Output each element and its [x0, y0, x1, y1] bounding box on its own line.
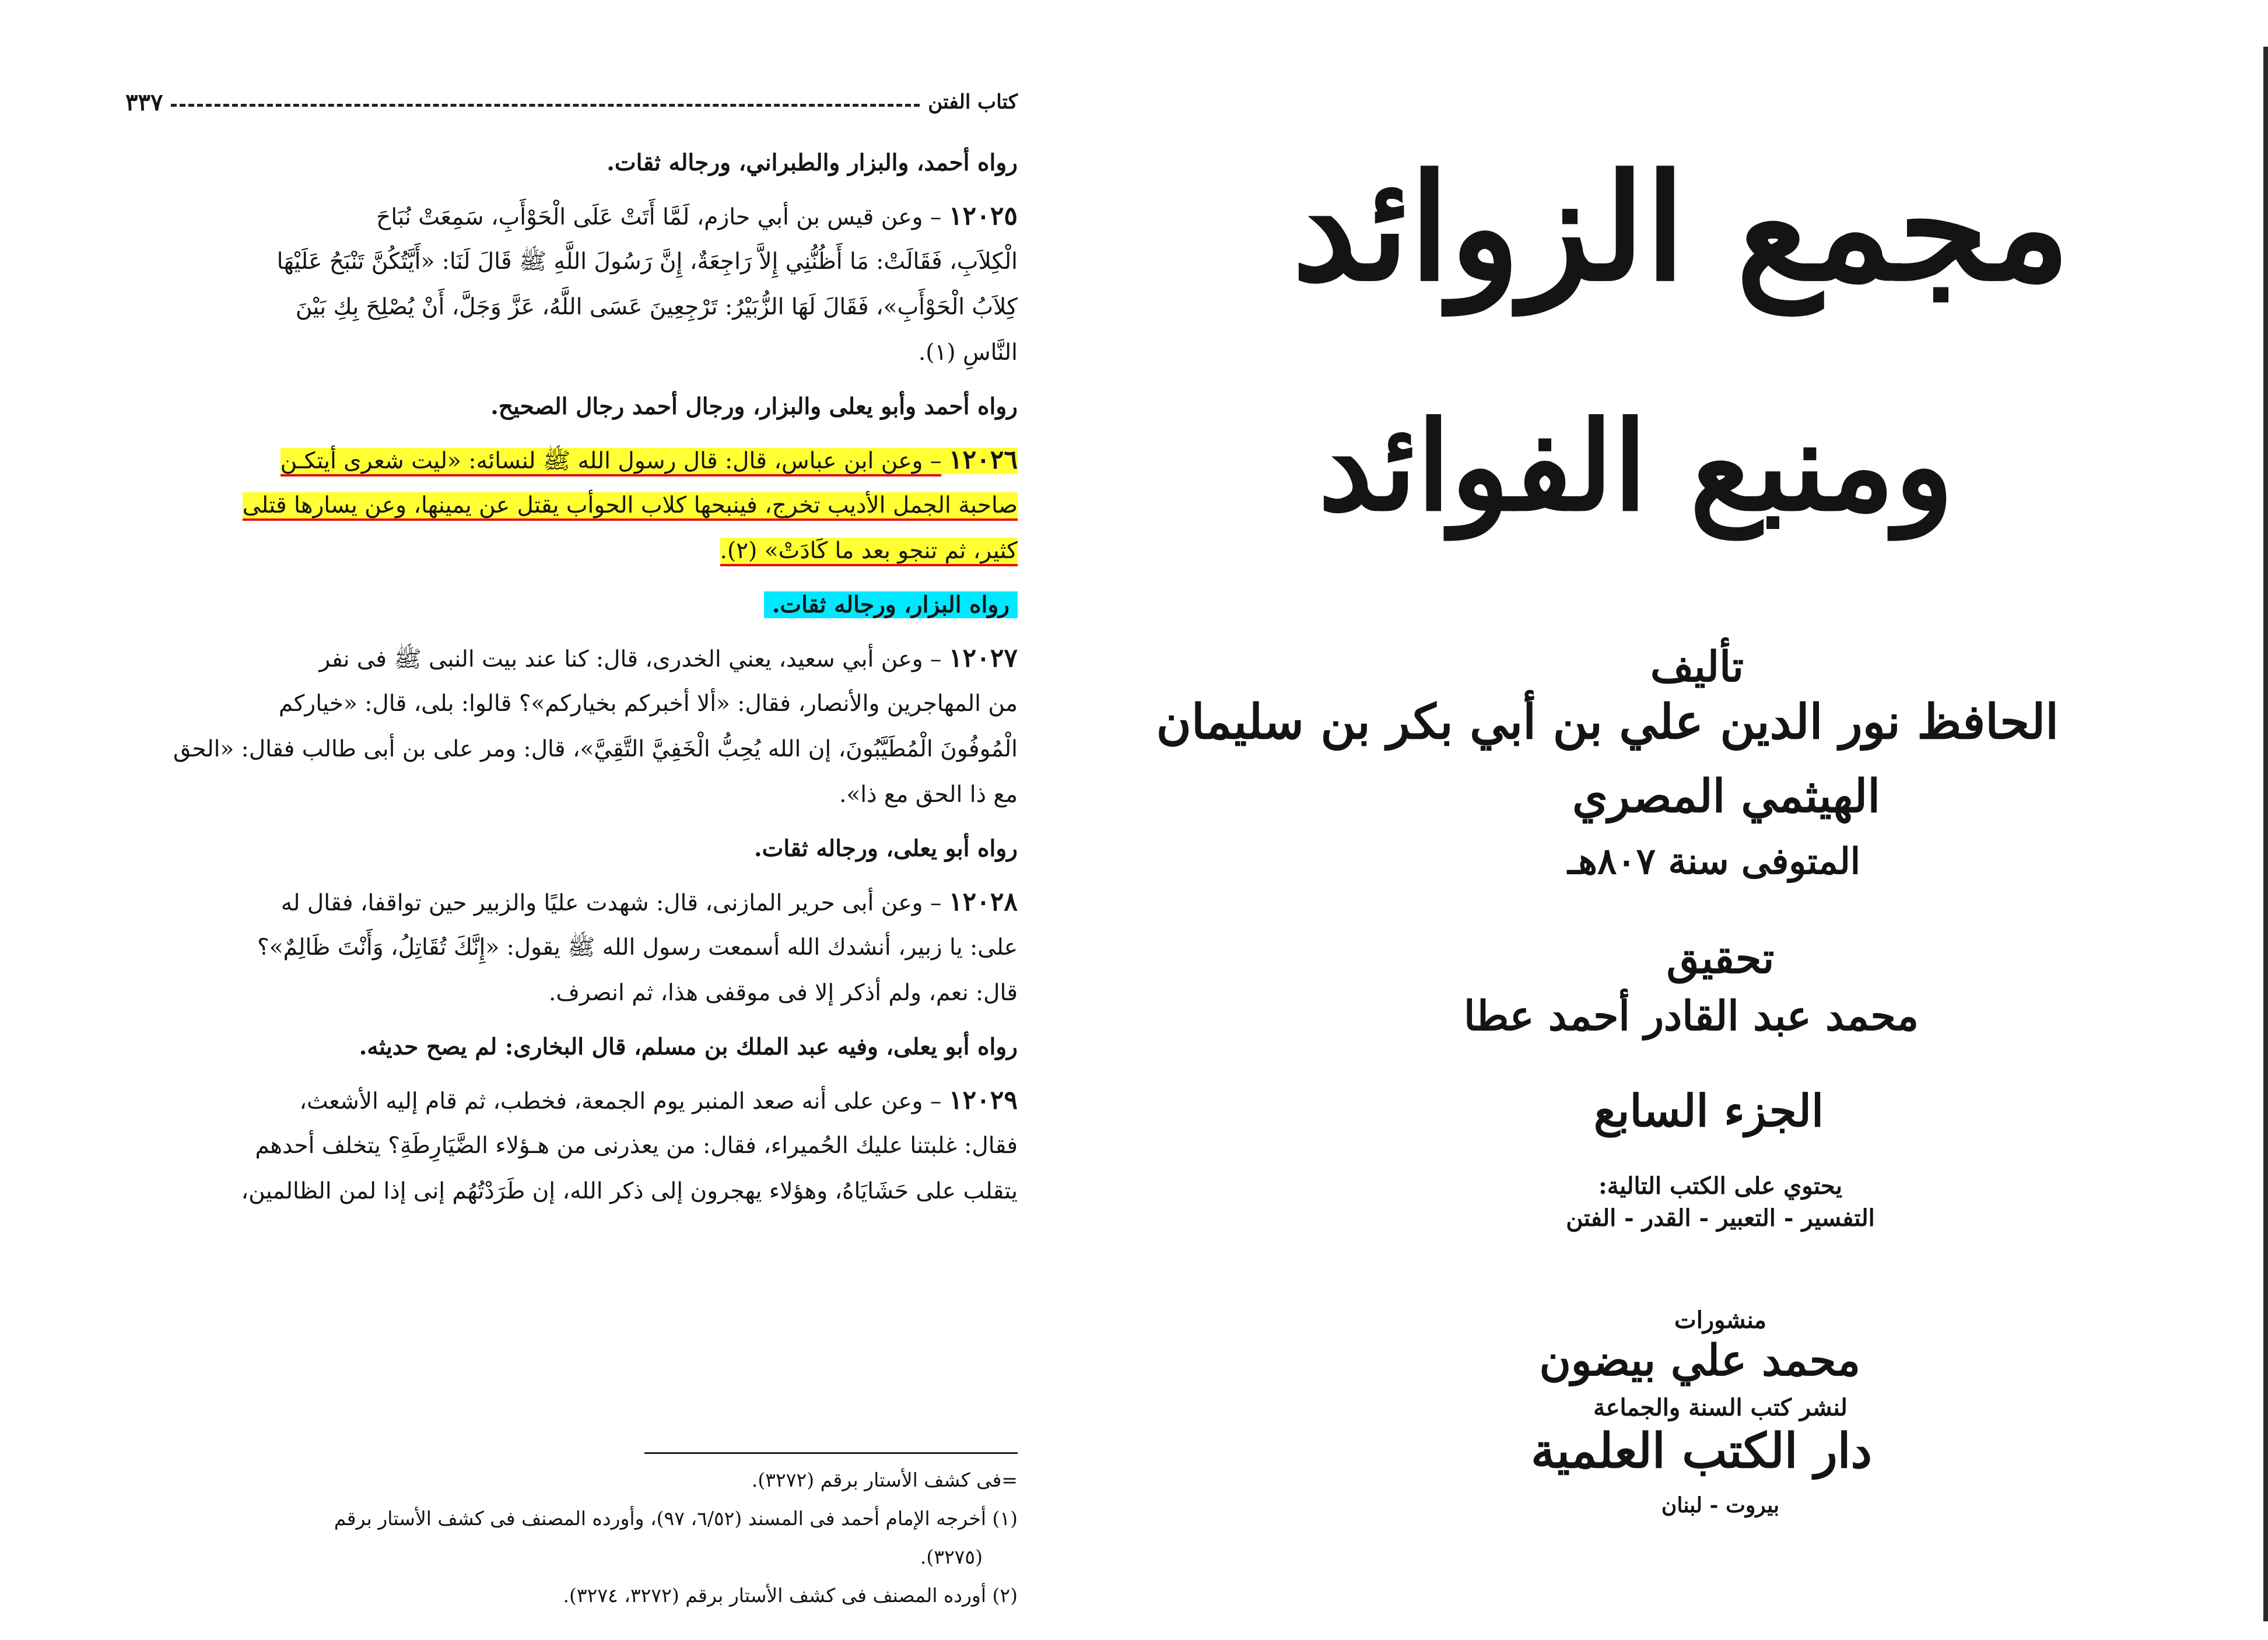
hadith-line: فقال: غلبتنا عليك الحُميراء، فقال: من يعذرنى من هـؤلاء الضَّيَارِطَةِ؟ يتخلف أحدهم: [255, 1133, 1018, 1159]
yellow-highlight: كثير، ثم تنجو بعد ما كَادَتْ» (٢).: [720, 538, 1018, 566]
hadith-number: ١٢٠٢٨: [948, 887, 1018, 917]
book-subtitle: ومنبع الفوائد: [1318, 394, 1954, 538]
editing-label: تحقيق: [1666, 933, 1775, 983]
author-death-year: المتوفى سنة ٨٠٧هـ: [1568, 840, 1860, 882]
hadith-line: الْمُوفُونَ الْمُطَيَّبُونَ، إن الله يُحِبُّ الْخَفِيَّ التَّقِيَّ»، قال: ومر على بن أبى طالب فقال: «الحق: [173, 736, 1018, 762]
source-line: رواه أبو يعلى، ورجاله ثقات.: [754, 835, 1018, 862]
page-number: ٣٣٧: [125, 88, 163, 116]
source-line: [125, 582, 1018, 628]
hadith-text: – وعن على أنه صعد المنبر يوم الجمعة، فخطب، ثم قام إليه الأشعث،: [299, 1088, 942, 1115]
book-title: مجمع الزوائد: [1292, 142, 2070, 313]
footnotes: [125, 1461, 1018, 1615]
footnote-1-cont: (٣٢٧٥).: [920, 1546, 983, 1568]
contents-label: يحتوي على الكتب التالية:: [1599, 1172, 1842, 1200]
red-underlined-text: – وعن ابن عباس، قال: قال رسول الله ﷺ لنسائه: «ليت شعرى أيتكـن: [281, 448, 942, 476]
footnote-continuation: =فى كشف الأستار برقم (٣٢٧٢).: [751, 1469, 1018, 1491]
footnote-rule: [644, 1452, 1018, 1454]
publisher-tagline: لنشر كتب السنة والجماعة: [1593, 1394, 1848, 1421]
hadith-line: الْكِلاَبِ، فَقَالَتْ: مَا أَظُنُّنِي إِلاَّ رَاجِعَةٌ، إِنَّ رَسُولَ اللَّهِ ﷺ قَالَ لَنَا: «أَيَّتُكُنَّ تَنْبَحُ عَلَيْهَا: [276, 248, 1018, 275]
hadith-number: ١٢٠٢٩: [948, 1085, 1018, 1115]
running-head-rule: [171, 104, 920, 107]
cyan-highlight: رواه البزار، ورجاله ثقات.: [764, 591, 1018, 618]
source-line: رواه أحمد وأبو يعلى والبزار، ورجال أحمد رجال الصحيح.: [490, 393, 1018, 420]
running-head-title: كتاب الفتن: [928, 90, 1018, 114]
text-page: [125, 70, 1018, 1607]
hadith-line: [125, 483, 1018, 528]
hadith-number: ١٢٠٢٧: [948, 643, 1018, 673]
hadith-12028-line: [125, 879, 1018, 925]
page-edge: [2263, 47, 2268, 1621]
hadith-line: على: يا زبير، أنشدك الله أسمعت رسول الله ﷺ يقول: «إِنَّكَ تُقَاتِلُ، وَأَنْتَ ظَالِمٌ»؟: [257, 934, 1018, 961]
hadith-12025-line: [125, 194, 1018, 239]
contents-topics: التفسير - التعبير - القدر - الفتن: [1566, 1204, 1875, 1232]
hadith-line: قال: نعم، ولم أذكر إلا فى موقفى هذا، ثم انصرف.: [548, 980, 1018, 1006]
yellow-highlight: [280, 445, 1018, 475]
footnote-2: (٢) أورده المصنف فى كشف الأستار برقم (٣٢٧٢، ٣٢٧٤).: [563, 1584, 1018, 1607]
volume-label: الجزء السابع: [1593, 1085, 1824, 1137]
hadith-12026-line: [125, 437, 1018, 483]
hadith-number: ١٢٠٢٦: [948, 445, 1018, 475]
author-name: الحافظ نور الدين علي بن أبي بكر بن سليمان: [1156, 694, 2059, 750]
hadith-line: يتقلب على حَشَايَاهُ، وهؤلاء يهجرون إلى ذكر الله، إن طَرَدْتُهُم إنى إذا لمن الظالمين،: [241, 1178, 1018, 1204]
hadith-number: ١٢٠٢٥: [948, 201, 1018, 231]
hadith-text: – وعن أبي سعيد، يعني الخدرى، قال: كنا عند بيت النبى ﷺ فى نفر: [319, 646, 942, 672]
running-head: [125, 82, 1018, 122]
publisher-name: محمد علي بيضون: [1539, 1336, 1860, 1386]
hadith-text: – وعن أبى حرير المازنى، قال: شهدت عليًا والزبير حين تواقفا، فقال له: [281, 890, 942, 916]
hadith-line: من المهاجرين والأنصار، فقال: «ألا أخبركم بخياركم»؟ قالوا: بلى، قال: «خياركم: [278, 691, 1018, 717]
author-nisba: الهيثمي المصري: [1572, 770, 1880, 823]
publisher-city: بيروت - لبنان: [1661, 1493, 1780, 1518]
publishing-house: دار الكتب العلمية: [1531, 1423, 1872, 1479]
body-text: [125, 140, 1018, 1214]
hadith-12027-line: [125, 636, 1018, 681]
hadith-line: مع ذا الحق مع ذا».: [839, 782, 1018, 808]
title-page: [1156, 105, 2129, 1563]
yellow-highlight: صاحبة الجمل الأديب تخرج، فينبحها كلاب الحوأب يقتل عن يمينها، وعن يسارها قتلى: [243, 492, 1018, 521]
footnote-1: (١) أخرجه الإمام أحمد فى المسند (٦/٥٢، ٩٧)، وأورده المصنف فى كشف الأستار برقم: [334, 1507, 1018, 1530]
hadith-line: النَّاسِ (١).: [918, 339, 1018, 366]
hadith-line: كِلاَبُ الْحَوْأَبِ»، فَقَالَ لَهَا الزُّبَيْرُ: تَرْجِعِينَ عَسَى اللَّهُ، عَزَّ وَجَلَّ، أَنْ يُصْلِحَ بِكِ بَيْنَ: [295, 294, 1018, 320]
publications-label: منشورات: [1674, 1306, 1766, 1334]
hadith-12029-line: [125, 1078, 1018, 1123]
editor-name: محمد عبد القادر أحمد عطا: [1464, 991, 1919, 1040]
hadith-line: [125, 528, 1018, 574]
hadith-text: – وعن قيس بن أبي حازم، لَمَّا أَتَتْ عَلَى الْحَوْأَبِ، سَمِعَتْ نُبَاحَ: [376, 204, 942, 230]
source-line: رواه أحمد، والبزار والطبراني، ورجاله ثقات.: [607, 149, 1018, 176]
source-line: رواه أبو يعلى، وفيه عبد الملك بن مسلم، قال البخارى: لم يصح حديثه.: [359, 1033, 1018, 1060]
authorship-label: تأليف: [1650, 642, 1744, 691]
